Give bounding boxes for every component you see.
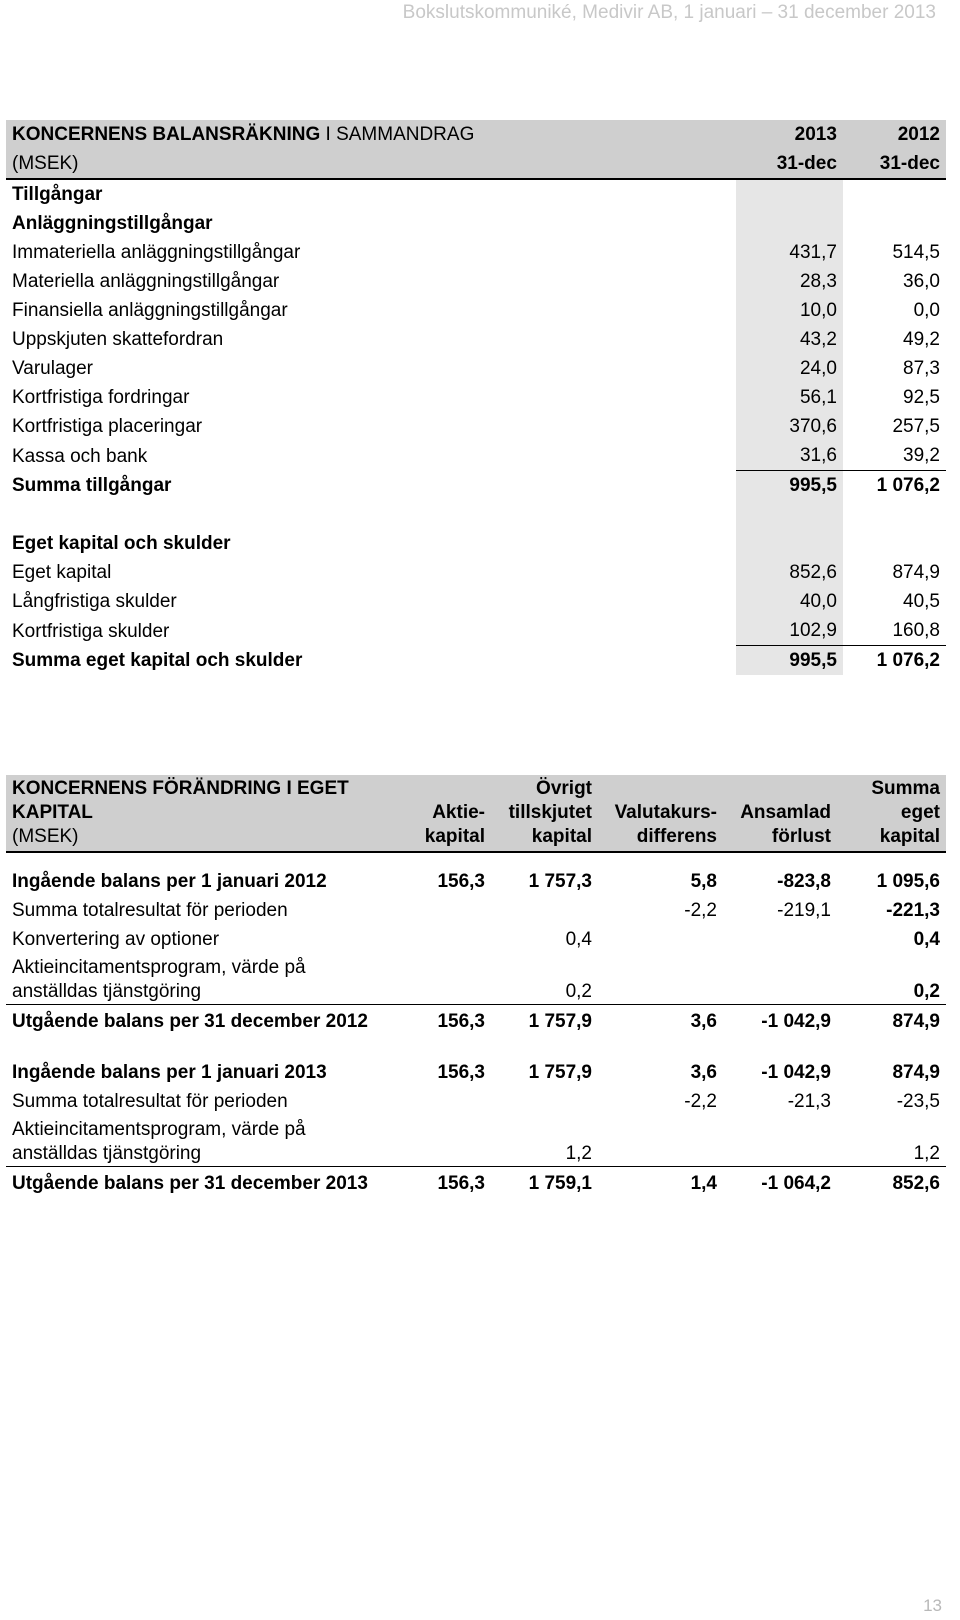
value-2013: 28,3 (736, 267, 843, 296)
value-2012: 49,2 (903, 329, 940, 350)
row-label: Ingående balans per 1 januari 2013 (12, 1062, 327, 1083)
total-assets-2012: 1 076,2 (876, 475, 940, 496)
row-label: Kassa och bank (12, 445, 148, 467)
cell-currency-diff: 1,4 (690, 1173, 717, 1194)
total-equity-liabilities-2012: 1 076,2 (876, 650, 940, 671)
total-assets-label: Summa tillgångar (12, 475, 172, 496)
cell-share-capital: 156,3 (437, 1011, 485, 1032)
year-2012: 2012 (843, 120, 946, 149)
value-2013: 102,9 (736, 616, 843, 646)
section-row (6, 209, 946, 238)
table-row (6, 325, 946, 354)
col-accumulated-loss-l1: Ansamlad (740, 802, 831, 823)
cell-share-capital (404, 1085, 491, 1114)
col-share-capital-l1: Aktie- (432, 802, 485, 823)
row-label-l2: anställdas tjänstgöring (12, 1143, 202, 1164)
row-label-l2: anställdas tjänstgöring (12, 981, 202, 1002)
value-2012: 39,2 (843, 441, 946, 471)
col-other-contributed-l1: tillskjutet (508, 802, 592, 823)
cell-accumulated-loss: -1 064,2 (761, 1173, 831, 1194)
cell-currency-diff (598, 923, 723, 952)
equity-title-line1: KONCERNENS FÖRÄNDRING I EGET (12, 778, 349, 799)
row-label: Långfristiga skulder (12, 591, 177, 612)
value-2012: 514,5 (892, 242, 940, 263)
table-row (6, 1056, 946, 1085)
col-total-equity-l2: kapital (879, 826, 940, 847)
col-currency-diff-l1: Valutakurs- (614, 802, 717, 823)
cell-accumulated-loss (723, 1114, 837, 1167)
cell-accumulated-loss: -1 042,9 (761, 1062, 831, 1083)
cell-other-contributed: 1 757,9 (528, 1062, 592, 1083)
value-2012: 36,0 (903, 271, 940, 292)
cell-other-contributed: 1 757,3 (528, 871, 592, 892)
cell-accumulated-loss: -823,8 (777, 871, 831, 892)
cell-share-capital: 156,3 (437, 1062, 485, 1083)
cell-currency-diff: 3,6 (690, 1011, 717, 1032)
cell-accumulated-loss: -1 042,9 (761, 1011, 831, 1032)
value-2013: 10,0 (736, 296, 843, 325)
cell-other-contributed: 1 759,1 (528, 1173, 592, 1194)
row-label: Materiella anläggningstillgångar (12, 271, 280, 292)
row-label (6, 1114, 404, 1167)
value-2012: 160,8 (843, 616, 946, 646)
col-other-contributed-l0: Övrigt (536, 778, 592, 799)
date-2012: 31-dec (843, 149, 946, 179)
cell-currency-diff: -2,2 (684, 1091, 717, 1112)
total-equity-liabilities-2013: 995,5 (736, 646, 843, 676)
balance-header-row (6, 120, 946, 149)
value-2013: 31,6 (736, 441, 843, 471)
cell-total-equity: 0,2 (837, 952, 946, 1005)
balance-sheet-table (6, 120, 946, 675)
row-label: Summa totalresultat för perioden (12, 1091, 288, 1112)
cell-other-contributed: 0,4 (565, 929, 592, 950)
table-row (6, 1085, 946, 1114)
table-row (6, 1167, 946, 1197)
value-2012: 257,5 (892, 416, 940, 437)
table-row (6, 894, 946, 923)
spacer-row (6, 500, 946, 529)
cell-other-contributed (491, 894, 598, 923)
table-row (6, 412, 946, 441)
row-label: Kortfristiga fordringar (12, 387, 190, 408)
col-other-contributed (491, 775, 598, 852)
row-label: Finansiella anläggningstillgångar (12, 300, 288, 321)
row-label: Kortfristiga placeringar (12, 416, 203, 437)
cell-currency-diff: 3,6 (690, 1062, 717, 1083)
row-label: Varulager (12, 358, 93, 379)
value-2013: 431,7 (736, 238, 843, 267)
section-equity-liabilities: Eget kapital och skulder (12, 533, 231, 554)
equity-change-table (6, 775, 946, 1196)
table-row (6, 267, 946, 296)
cell-currency-diff (598, 952, 723, 1005)
col-other-contributed-l2: kapital (531, 826, 592, 847)
balance-title (6, 120, 736, 149)
cell-total-equity: 852,6 (892, 1173, 940, 1194)
row-label: Ingående balans per 1 januari 2012 (12, 871, 327, 892)
col-total-equity-l0: Summa (871, 778, 940, 799)
row-label: Uppskjuten skattefordran (12, 329, 224, 350)
cell-currency-diff (598, 1114, 723, 1167)
equity-header-row (6, 775, 946, 852)
cell-total-equity: 874,9 (892, 1062, 940, 1083)
col-accumulated-loss-l2: förlust (771, 826, 831, 847)
total-row (6, 471, 946, 501)
table-row (6, 865, 946, 894)
spacer-row (6, 852, 946, 865)
table-row (6, 354, 946, 383)
col-total-equity-l1: eget (900, 802, 940, 823)
cell-total-equity: 1,2 (837, 1114, 946, 1167)
row-label (6, 952, 404, 1005)
table-row (6, 1005, 946, 1035)
balance-title-rest: I SAMMANDRAG (320, 124, 475, 145)
cell-share-capital (404, 923, 491, 952)
total-row (6, 646, 946, 676)
total-equity-liabilities-label: Summa eget kapital och skulder (12, 650, 303, 671)
row-label: Kortfristiga skulder (12, 620, 170, 642)
table-row (6, 558, 946, 587)
value-2013: 56,1 (736, 383, 843, 412)
col-share-capital-l2: kapital (424, 826, 485, 847)
cell-currency-diff: -2,2 (684, 900, 717, 921)
table-row (6, 587, 946, 616)
date-2013: 31-dec (736, 149, 843, 179)
row-label-l1: Aktieincitamentsprogram, värde på (12, 957, 306, 978)
section-assets: Tillgångar (12, 184, 103, 205)
value-2013: 370,6 (736, 412, 843, 441)
col-total-equity (837, 775, 946, 852)
value-2012: 87,3 (903, 358, 940, 379)
cell-other-contributed: 0,2 (491, 952, 598, 1005)
table-row (6, 616, 946, 646)
cell-accumulated-loss (723, 923, 837, 952)
cell-share-capital (404, 1114, 491, 1167)
value-2012: 0,0 (913, 300, 940, 321)
table-row (6, 1114, 946, 1167)
equity-title-line2: KAPITAL (12, 802, 93, 823)
cell-share-capital (404, 952, 491, 1005)
cell-other-contributed: 1,2 (491, 1114, 598, 1167)
table-row (6, 383, 946, 412)
cell-accumulated-loss: -219,1 (777, 900, 831, 921)
cell-share-capital: 156,3 (437, 1173, 485, 1194)
page-number: 13 (923, 1596, 942, 1615)
cell-total-equity: -23,5 (896, 1091, 940, 1112)
spacer-row (6, 1034, 946, 1056)
value-2013: 43,2 (736, 325, 843, 354)
cell-total-equity: 0,4 (913, 929, 940, 950)
table-row (6, 441, 946, 471)
row-label: Summa totalresultat för perioden (12, 900, 288, 921)
cell-other-contributed (491, 1085, 598, 1114)
table-row (6, 952, 946, 1005)
total-assets-2013: 995,5 (736, 471, 843, 501)
cell-share-capital: 156,3 (437, 871, 485, 892)
cell-other-contributed: 1 757,9 (528, 1011, 592, 1032)
cell-share-capital (404, 894, 491, 923)
value-2013: 852,6 (736, 558, 843, 587)
value-2012: 874,9 (892, 562, 940, 583)
section-row (6, 529, 946, 558)
value-2012: 92,5 (903, 387, 940, 408)
balance-title-bold: KONCERNENS BALANSRÄKNING (12, 124, 321, 145)
col-currency-diff (598, 775, 723, 852)
cell-currency-diff: 5,8 (690, 871, 717, 892)
row-label: Utgående balans per 31 december 2012 (12, 1011, 368, 1032)
value-2013: 40,0 (736, 587, 843, 616)
cell-accumulated-loss (723, 952, 837, 1005)
table-row (6, 296, 946, 325)
section-fixed-assets: Anläggningstillgångar (12, 213, 213, 234)
value-2013: 24,0 (736, 354, 843, 383)
col-currency-diff-l2: differens (636, 826, 717, 847)
year-2013: 2013 (736, 120, 843, 149)
row-label: Immateriella anläggningstillgångar (12, 242, 301, 263)
balance-subheader-row (6, 149, 946, 179)
cell-total-equity: 874,9 (892, 1011, 940, 1032)
section-row (6, 179, 946, 209)
col-accumulated-loss (723, 775, 837, 852)
row-label: Eget kapital (12, 562, 112, 583)
value-2012: 40,5 (903, 591, 940, 612)
running-header: Bokslutskommuniké, Medivir AB, 1 januari – 31 december 2013 (402, 2, 936, 23)
row-label-l1: Aktieincitamentsprogram, värde på (12, 1119, 306, 1140)
equity-unit: (MSEK) (12, 826, 79, 847)
row-label: Konvertering av optioner (12, 929, 220, 950)
cell-total-equity: 1 095,6 (876, 871, 940, 892)
cell-total-equity: -221,3 (886, 900, 940, 921)
equity-title (6, 775, 404, 852)
cell-accumulated-loss: -21,3 (787, 1091, 831, 1112)
row-label: Utgående balans per 31 december 2013 (12, 1173, 368, 1194)
balance-unit: (MSEK) (12, 153, 79, 174)
col-share-capital (404, 775, 491, 852)
table-row (6, 923, 946, 952)
table-row (6, 238, 946, 267)
